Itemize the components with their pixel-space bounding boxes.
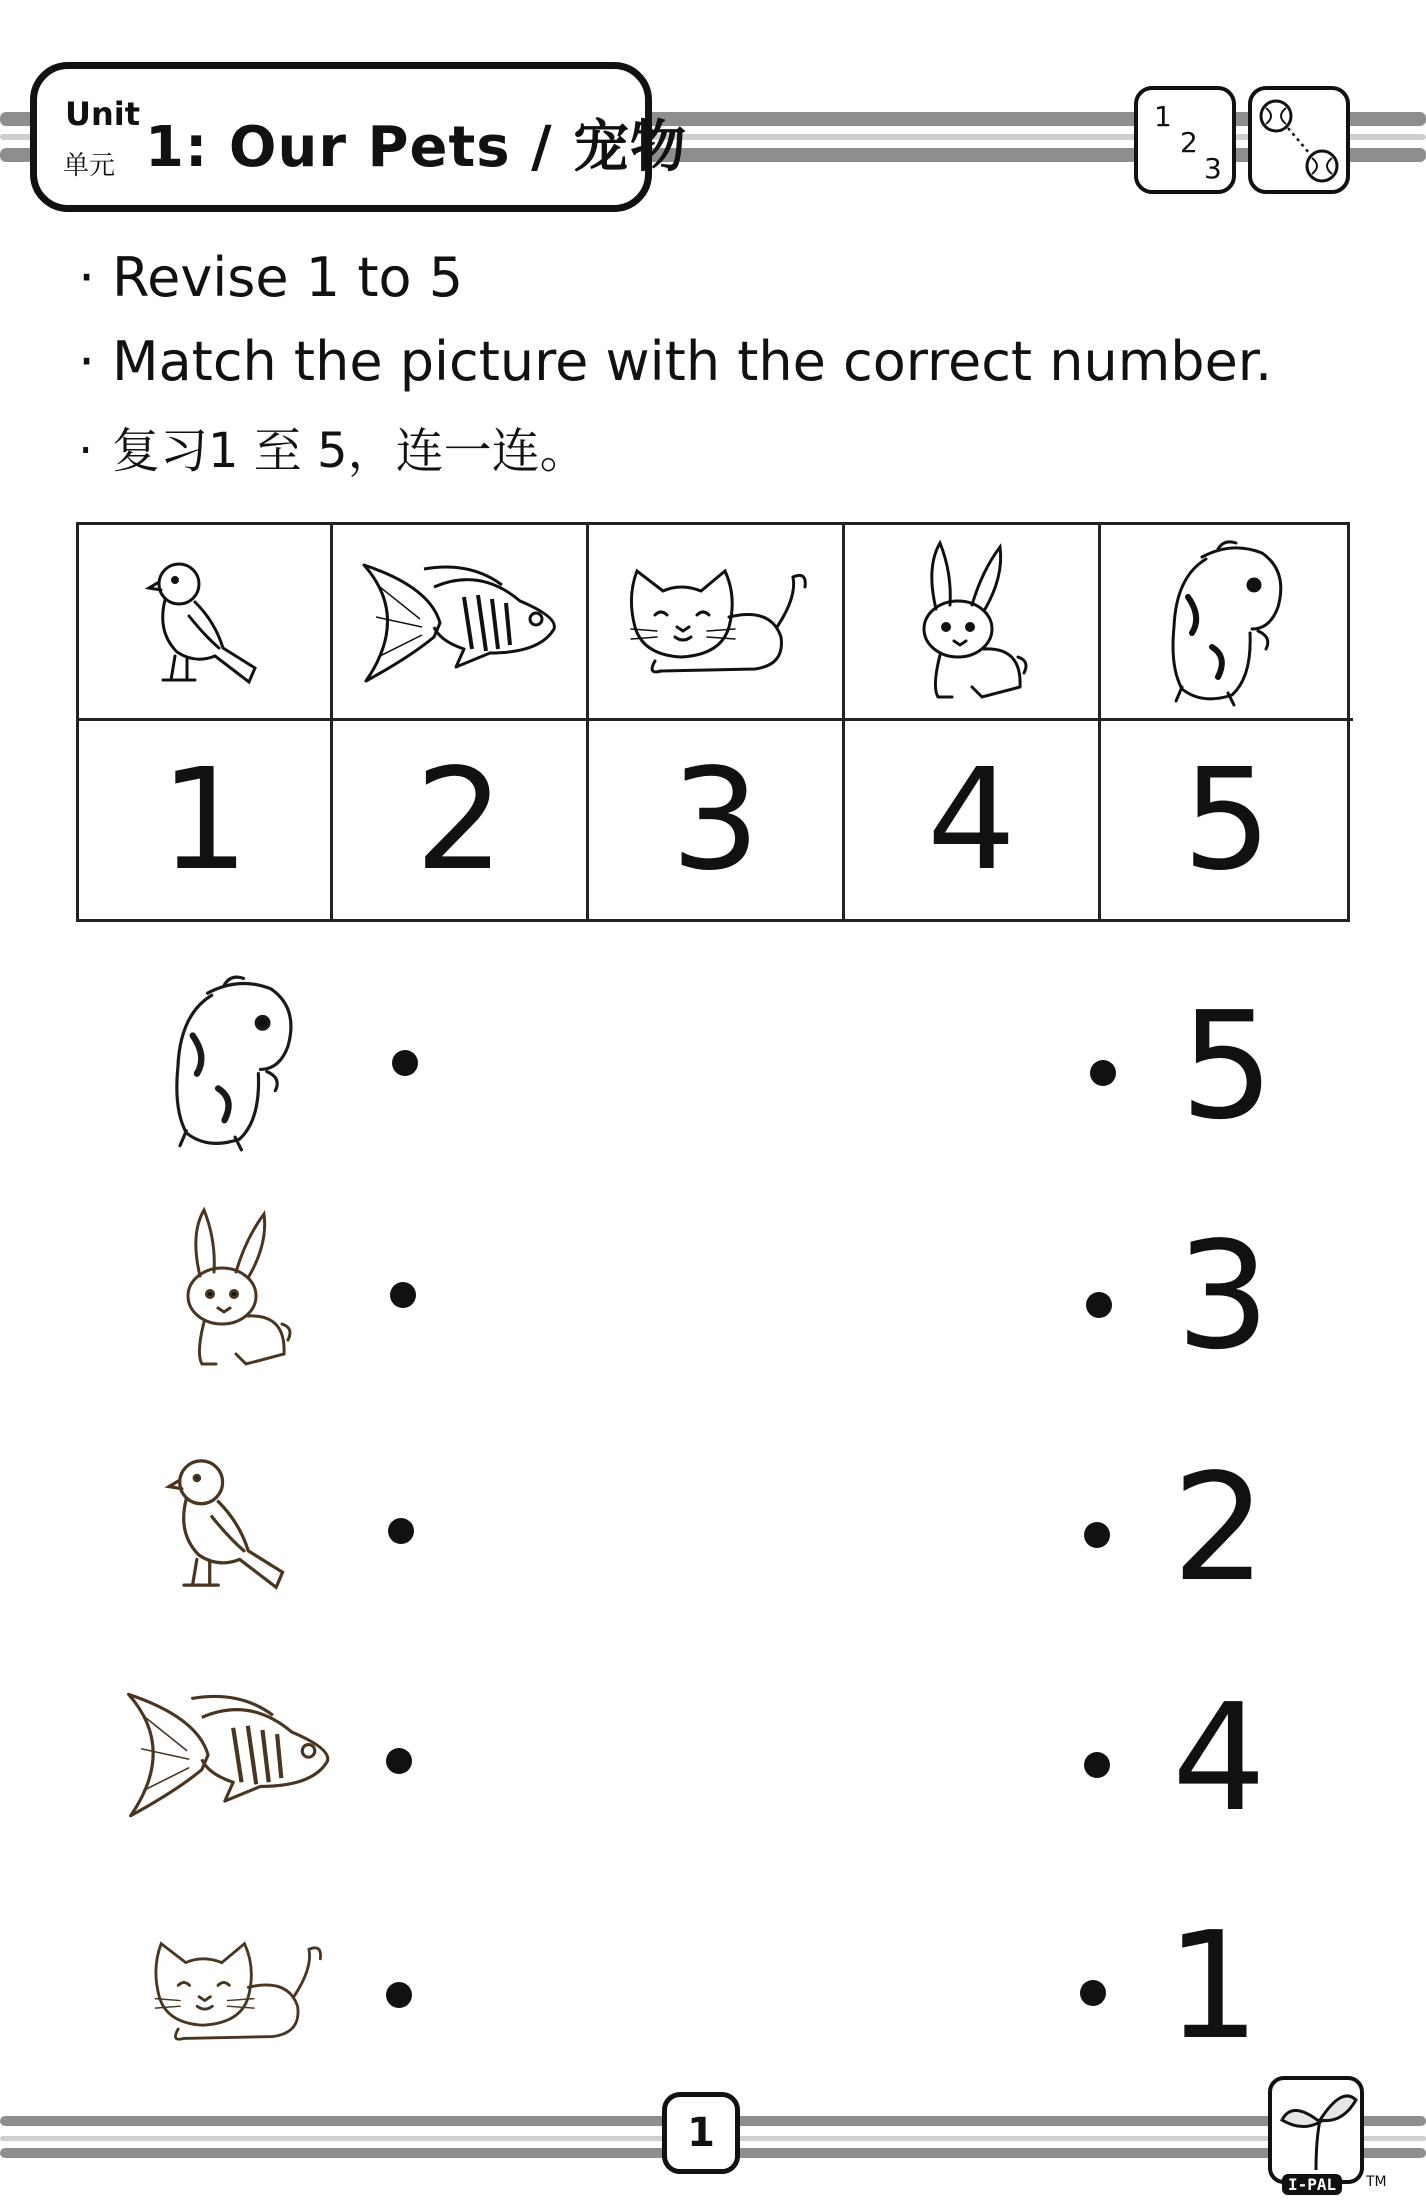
trademark: TM — [1366, 2174, 1387, 2190]
unit-label-zh: 单元 — [63, 151, 116, 181]
left-match-dot[interactable] — [392, 1050, 418, 1076]
counting-icon — [1134, 86, 1236, 194]
matching-balls-icon — [1248, 86, 1350, 194]
table-number-cell: 1 — [79, 721, 333, 919]
instruction-3-zh — [78, 412, 588, 481]
unit-label: Unit — [65, 95, 141, 133]
hamster-icon — [164, 972, 304, 1152]
page-title: 1: Our Pets / 宠物 — [145, 115, 688, 180]
sprout-icon — [1272, 2080, 1360, 2180]
fish-icon — [124, 1686, 334, 1822]
table-picture-cell — [333, 525, 589, 721]
page-number: 1 — [662, 2092, 740, 2174]
instruction-text: 复习1 至 5，连一连。 — [112, 423, 588, 479]
table-number-cell: 3 — [589, 721, 845, 919]
unit-title-box — [30, 62, 688, 212]
bird-icon — [145, 552, 265, 692]
ipal-logo — [1268, 2076, 1364, 2184]
match-row — [0, 1430, 1426, 1650]
match-number: 5 — [1180, 980, 1275, 1152]
hamster-icon — [1162, 537, 1292, 707]
match-number: 1 — [1166, 1900, 1261, 2072]
right-match-dot[interactable] — [1090, 1060, 1116, 1086]
cat-icon — [621, 557, 811, 687]
table-picture-cell — [845, 525, 1101, 721]
bullet: · — [78, 246, 96, 309]
match-row — [0, 1660, 1426, 1880]
match-number: 3 — [1176, 1210, 1271, 1382]
table-picture-cell — [1101, 525, 1353, 721]
match-row — [0, 1890, 1426, 2110]
table-number-cell: 2 — [333, 721, 589, 919]
match-number: 4 — [1172, 1672, 1267, 1844]
bird-icon — [164, 1448, 294, 1598]
instruction-text: Match the picture with the correct number. — [112, 330, 1273, 393]
left-match-dot[interactable] — [388, 1518, 414, 1544]
instruction-2 — [78, 330, 1272, 393]
bullet: · — [78, 330, 96, 393]
instruction-text: Revise 1 to 5 — [112, 246, 464, 309]
logo-text: I-PAL — [1282, 2174, 1342, 2195]
table-number-cell: 5 — [1182, 738, 1272, 902]
left-match-dot[interactable] — [390, 1282, 416, 1308]
match-number: 2 — [1172, 1442, 1267, 1614]
table-number-cell: 4 — [845, 721, 1101, 919]
reference-table — [76, 522, 1350, 922]
table-picture-cell — [79, 525, 333, 721]
right-match-dot[interactable] — [1080, 1980, 1106, 2006]
cat-icon — [146, 1930, 326, 2054]
table-picture-cell — [589, 525, 845, 721]
right-match-dot[interactable] — [1086, 1292, 1112, 1318]
rabbit-icon — [176, 1204, 296, 1374]
match-row — [0, 1198, 1426, 1418]
instruction-1 — [78, 246, 463, 309]
counting-digit-1: 1 — [1154, 100, 1172, 133]
left-match-dot[interactable] — [386, 1748, 412, 1774]
fish-icon — [360, 557, 560, 687]
right-match-dot[interactable] — [1084, 1522, 1110, 1548]
match-row — [0, 968, 1426, 1188]
left-match-dot[interactable] — [386, 1982, 412, 2008]
right-match-dot[interactable] — [1084, 1752, 1110, 1778]
bullet: · — [78, 423, 94, 479]
counting-digit-2: 2 — [1180, 126, 1198, 159]
counting-digit-3: 3 — [1204, 152, 1222, 185]
rabbit-icon — [912, 537, 1032, 707]
